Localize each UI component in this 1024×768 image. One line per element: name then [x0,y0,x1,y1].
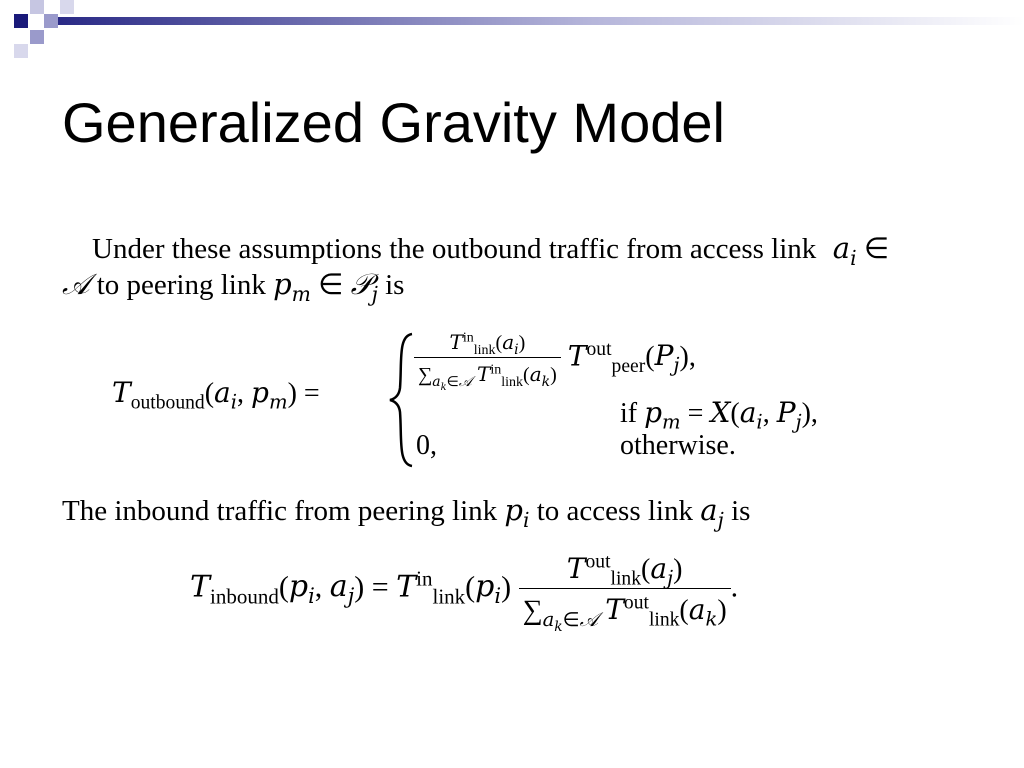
equation-outbound-case2-condition: otherwise. [620,430,736,461]
case1-if-text: if [620,398,638,429]
slide-title: Generalized Gravity Model [62,91,725,154]
is-text: is [385,269,405,301]
equation-outbound-case1-value: $\frac{T^{in}_{link}(a_i)}{\sum_{a_k\in 𝒜} T^{in}_{link}(a_k)}$ $T^{out}_{peer}(P_j)$, [414,330,696,388]
equation-brace [388,332,416,468]
peering-link-text: to peering link [96,269,266,301]
slide-header-decoration [0,0,1024,70]
inbound-middle-text: to access link [536,495,693,527]
equation-outbound-lhs: $T_{outbound}(a_i$, $p_m$) = [112,376,320,414]
inbound-intro-text: The inbound traffic from peering link [62,495,498,527]
paragraph-outbound-line1: Under these assumptions the outbound traffic from access link $a_i$ ∈ [92,231,890,270]
inbound-suffix-text: is [731,495,751,527]
paragraph-inbound: The inbound traffic from peering link $p_i$ to access link $a_j$ is [62,493,751,532]
outbound-intro-text: Under these assumptions the outbound traffic from access link [92,233,817,265]
equation-outbound-case1-condition: if $p_m = X(a_i$, $P_j$), [620,396,818,434]
paragraph-outbound-line2: 𝒜 to peering link $p_m$ ∈ 𝒫$_j$ is [62,267,405,306]
equation-inbound: $T_{inbound}(p_i$, $a_j) = T^{in}_{link}(p_i)$ $\frac{T^{out}_{link}(a_j)}{\sum_{a_k\in 𝒜} T^{out}_{link}(a_k)}$ . [190,551,739,635]
equation-outbound-case2-value: 0, [416,430,437,461]
